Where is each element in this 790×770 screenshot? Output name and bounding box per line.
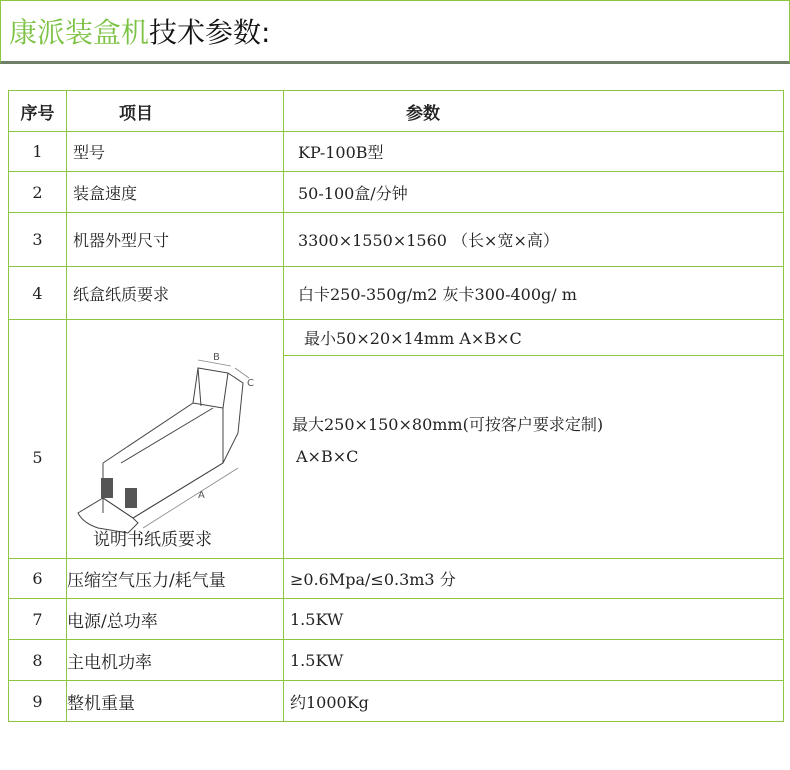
table-row (9, 559, 784, 599)
table-row (9, 213, 784, 267)
row-item: 纸盒纸质要求 (67, 267, 284, 320)
row-value-min: 最小50×20×14mm A×B×C (284, 320, 784, 356)
box-tray-line (103, 463, 223, 518)
row-number: 1 (9, 132, 67, 172)
row-number: 6 (9, 559, 67, 599)
row-number: 9 (9, 681, 67, 722)
row-item-diagram-cell (67, 320, 284, 559)
row-item: 说明书纸质要求 (93, 530, 212, 550)
row-number: 2 (9, 172, 67, 213)
header-no: 序号 (9, 91, 67, 132)
dim-label-c: C (247, 378, 254, 389)
row-item: 电源/总功率 (67, 599, 284, 640)
box-slot-right (125, 488, 137, 508)
row-value: 1.5KW (284, 640, 784, 681)
row-item: 整机重量 (67, 681, 284, 722)
row-value-max-cell (284, 356, 784, 559)
table-row (9, 320, 784, 356)
row-number: 4 (9, 267, 67, 320)
box-front-slope (121, 408, 213, 463)
spec-table (8, 90, 784, 722)
table-header-row (9, 91, 784, 132)
title-brand: 康派装盒机 (9, 16, 150, 49)
box-top-edge (103, 403, 223, 463)
row-item: 机器外型尺寸 (67, 213, 284, 267)
row-value: KP-100B型 (284, 132, 784, 172)
page-header (0, 0, 790, 64)
row-number: 5 (9, 320, 67, 559)
row-value: 1.5KW (284, 599, 784, 640)
dim-label-a: A (198, 490, 205, 501)
row-value: 3300×1550×1560 （长×宽×高） (284, 213, 784, 267)
row-value-abc: A×B×C (296, 447, 359, 467)
box-slot-left (101, 478, 113, 498)
row-value-max: 最大250×150×80mm(可按客户要求定制) (292, 415, 604, 435)
table-row (9, 172, 784, 213)
row-value: 约1000Kg (284, 681, 784, 722)
row-number: 7 (9, 599, 67, 640)
table-row (9, 599, 784, 640)
page-title (9, 15, 270, 51)
box-front-face (133, 408, 223, 518)
header-params: 参数 (284, 91, 784, 132)
header-item: 项目 (67, 91, 284, 132)
row-value: 白卡250-350g/m2 灰卡300-400g/ m (284, 267, 784, 320)
row-value: 50-100盒/分钟 (284, 172, 784, 213)
box-diagram (73, 348, 278, 538)
row-value: ≥0.6Mpa/≤0.3m3 分 (284, 559, 784, 599)
table-row (9, 640, 784, 681)
row-number: 8 (9, 640, 67, 681)
title-text: 技术参数: (149, 16, 271, 49)
table-row (9, 132, 784, 172)
dim-label-b: B (213, 352, 220, 363)
dim-line-a (143, 468, 238, 528)
row-number: 3 (9, 213, 67, 267)
row-item: 装盒速度 (67, 172, 284, 213)
row-item: 型号 (67, 132, 284, 172)
dim-line-c (235, 368, 249, 378)
box-end-flap-inner (198, 368, 201, 406)
table-row (9, 681, 784, 722)
table-row (9, 267, 784, 320)
row-item: 主电机功率 (67, 640, 284, 681)
row-item: 压缩空气压力/耗气量 (67, 559, 284, 599)
